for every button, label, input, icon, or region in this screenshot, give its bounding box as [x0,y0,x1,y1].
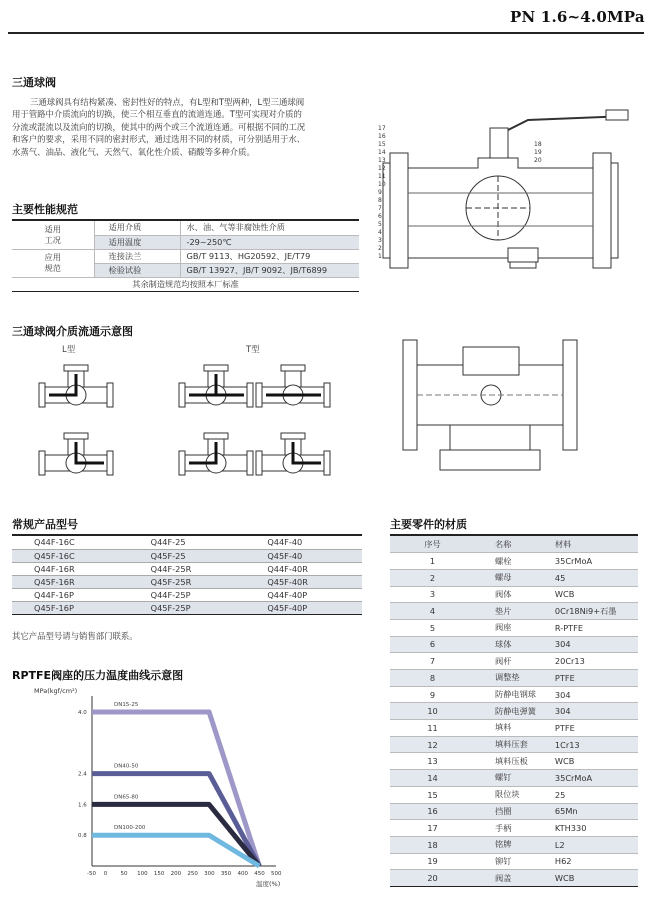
part-material-cell: WCB [553,586,638,603]
performance-footnote: 其余制造规范均按照本厂标准 [12,277,359,291]
t-type-valve [179,365,253,407]
callout-label: 11 [378,173,386,180]
callout-label: 17 [378,125,386,132]
series-label: DN65-80 [114,794,139,801]
l-type-label: L型 [62,345,76,355]
part-number-cell: 12 [390,736,475,753]
part-material-cell: WCB [553,753,638,770]
x-axis-label: 温度(%) [256,880,281,888]
model-cell: Q44F-25 [129,536,246,549]
part-material-cell: H62 [553,853,638,870]
table-row [390,836,638,853]
series-label: DN15-25 [114,702,139,708]
category-cell: 应用 规范 [12,249,94,277]
t-type-valve [179,433,253,475]
callout-label: 8 [378,197,382,204]
l-type-valve [39,365,113,407]
part-number-cell: 4 [390,603,475,620]
model-cell: Q44F-40R [245,562,362,575]
model-cell: Q45F-25 [129,549,246,562]
part-name-cell: 防静电钢球 [475,686,553,703]
category-cell: 适用 工况 [12,221,94,249]
part-material-cell: R-PTFE [553,619,638,636]
part-material-cell: 20Cr13 [553,653,638,670]
model-cell: Q45F-25R [129,575,246,588]
part-material-cell: 1Cr13 [553,736,638,753]
header-rule [8,32,644,34]
table-row [390,736,638,753]
table-row [12,536,362,549]
table-row [390,686,638,703]
valve-section-drawing [378,108,643,278]
callout-label: 16 [378,133,386,140]
callout-label: 18 [534,141,542,148]
part-name-cell: 调整垫 [475,670,553,687]
part-name-cell: 球体 [475,636,553,653]
part-number-cell: 13 [390,753,475,770]
x-tick-label: 500 [271,871,282,877]
part-number-cell: 9 [390,686,475,703]
part-number-cell: 16 [390,803,475,820]
l-type-valve [39,433,113,475]
part-number-cell: 10 [390,703,475,720]
x-tick-label: 50 [120,871,128,877]
callout-label: 12 [378,165,386,172]
part-number-cell: 11 [390,720,475,737]
intro-line: 三通球阀具有结构紧凑、密封性好的特点，有L型和T型两种，L型三通球阀 [30,97,305,107]
part-material-cell: KTH330 [553,820,638,837]
table-header-row [390,536,638,553]
part-number-cell: 5 [390,619,475,636]
intro-line: 水蒸气、油品、液化气、天然气、氧化性介质、硝酸等多种介质。 [12,146,255,157]
part-material-cell: 45 [553,569,638,586]
x-tick-label: 100 [137,871,148,877]
part-material-cell: 35CrMoA [553,770,638,787]
callout-label: 9 [378,189,382,196]
part-name-cell: 螺母 [475,569,553,586]
x-tick-label: 400 [237,871,249,877]
part-name-cell: 阀座 [475,619,553,636]
table-row [12,575,362,588]
part-material-cell: 304 [553,636,638,653]
intro-title: 三通球阀 [12,76,56,89]
y-tick-label: 0.8 [78,833,87,840]
x-tick-label: 350 [220,871,232,877]
part-material-cell: PTFE [553,720,638,737]
part-name-cell: 填料压套 [475,736,553,753]
parts-table [390,536,638,887]
table-row [390,820,638,837]
flow-schematics [34,360,334,495]
x-tick-label: 450 [254,871,265,877]
callout-label: 14 [378,149,386,156]
table-row [12,221,359,235]
part-number-cell: 3 [390,586,475,603]
part-material-cell: 304 [553,686,638,703]
model-cell: Q44F-16R [12,562,129,575]
header-cell: 序号 [390,536,475,553]
callout-label: 20 [534,157,542,164]
performance-title: 主要性能规范 [12,203,78,216]
x-tick-label: 250 [187,871,198,877]
callout-label: 5 [378,221,382,228]
performance-table [12,221,359,292]
table-row [12,249,359,263]
part-name-cell: 垫片 [475,603,553,620]
part-name-cell: 手柄 [475,820,553,837]
part-name-cell: 填料压板 [475,753,553,770]
value-cell: GB/T 9113、HG20592、JE/T79 [180,249,359,263]
x-tick-label: 150 [153,871,165,877]
part-name-cell: 阀杆 [475,653,553,670]
part-material-cell: 65Mn [553,803,638,820]
model-cell: Q44F-25P [129,588,246,601]
table-row [12,601,362,614]
flow-title: 三通球阀介质流通示意图 [12,325,133,338]
table-row [390,753,638,770]
callout-label: 6 [378,213,382,220]
part-material-cell: PTFE [553,670,638,687]
model-cell: Q45F-16C [12,549,129,562]
callout-label: 4 [378,229,382,236]
item-cell: 连接法兰 [94,249,180,263]
model-cell: Q44F-40 [245,536,362,549]
part-number-cell: 17 [390,820,475,837]
table-row [12,549,362,562]
part-name-cell: 阀盖 [475,870,553,887]
part-number-cell: 2 [390,569,475,586]
series-label: DN100-200 [114,825,146,832]
part-material-cell: 0Cr18Ni9+石墨 [553,603,638,620]
model-cell: Q45F-40R [245,575,362,588]
model-cell: Q45F-25P [129,601,246,614]
series-label: DN40-50 [114,763,139,770]
t-type-valve [256,365,330,407]
part-number-cell: 20 [390,870,475,887]
part-number-cell: 6 [390,636,475,653]
header-cell: 名称 [475,536,553,553]
y-tick-label: 2.4 [78,771,87,778]
part-number-cell: 1 [390,553,475,570]
models-table [12,536,362,615]
table-row [390,653,638,670]
part-name-cell: 限位块 [475,786,553,803]
model-cell: Q44F-40P [245,588,362,601]
table-row [390,870,638,887]
table-row [12,277,359,291]
x-tick-label: 0 [103,871,108,877]
y-tick-label: 4.0 [78,710,87,716]
table-row [390,770,638,787]
part-material-cell: 304 [553,703,638,720]
table-row [390,720,638,737]
pressure-rating-title: PN 1.6~4.0MPa [510,8,645,26]
model-cell: Q45F-16R [12,575,129,588]
intro-line: 用于管路中介质流向的切换，使三个相互垂直的流道连通。T型可实现对介质的 [12,109,302,120]
intro-paragraph [12,96,367,158]
table-row [390,703,638,720]
y-tick-label: 1.6 [78,802,87,809]
x-tick-label: 300 [204,871,215,877]
part-name-cell: 螺钉 [475,770,553,787]
callout-label: 13 [378,157,386,164]
callout-label: 3 [378,237,382,244]
model-cell: Q44F-16P [12,588,129,601]
series-line [92,835,259,866]
parts-title: 主要零件的材质 [390,518,467,531]
callout-label: 1 [378,253,382,260]
model-cell: Q45F-16P [12,601,129,614]
item-cell: 适用温度 [94,235,180,249]
callout-label: 15 [378,141,386,148]
item-cell: 适用介质 [94,221,180,235]
pressure-temperature-chart [12,682,302,894]
x-tick-label: -50 [87,871,96,877]
callout-label: 2 [378,245,382,252]
part-number-cell: 18 [390,836,475,853]
part-name-cell: 挡圈 [475,803,553,820]
callout-label: 10 [378,181,386,188]
t-type-label: T型 [246,345,260,355]
model-cell: Q45F-40P [245,601,362,614]
part-number-cell: 8 [390,670,475,687]
header-cell: 材料 [553,536,638,553]
part-name-cell: 填料 [475,720,553,737]
item-cell: 检验试验 [94,263,180,277]
intro-line: 分流或混流以及流向的切换，使其中的两个或三个流道连通。可根据不同的工况 [12,121,306,132]
table-row [390,603,638,620]
part-number-cell: 14 [390,770,475,787]
table-row [390,803,638,820]
intro-line: 和客户的要求，采用不同的密封形式，通过选用不同的材质，可分别适用于水、 [12,134,306,145]
part-name-cell: 铆钉 [475,853,553,870]
part-material-cell: WCB [553,870,638,887]
model-cell: Q44F-16C [12,536,129,549]
table-row [12,588,362,601]
model-cell: Q44F-25R [129,562,246,575]
chart-title: RPTFE阀座的压力温度曲线示意图 [12,669,184,682]
model-cell: Q45F-40 [245,549,362,562]
table-row [12,562,362,575]
table-row [390,553,638,570]
y-axis-label: MPa(kgf/cm²) [34,687,78,695]
series-line [92,712,259,866]
part-name-cell: 螺栓 [475,553,553,570]
part-material-cell: 25 [553,786,638,803]
part-material-cell: L2 [553,836,638,853]
table-row [390,670,638,687]
part-number-cell: 19 [390,853,475,870]
value-cell: 水、油、气等非腐蚀性介质 [180,221,359,235]
table-row [390,786,638,803]
table-row [390,586,638,603]
table-row [390,853,638,870]
value-cell: -29~250℃ [180,235,359,249]
table-row [390,569,638,586]
part-name-cell: 防静电弹簧 [475,703,553,720]
models-note: 其它产品型号请与销售部门联系。 [12,631,138,641]
part-name-cell: 阀体 [475,586,553,603]
callout-label: 7 [378,205,382,212]
t-type-valve [256,433,330,475]
part-number-cell: 15 [390,786,475,803]
part-material-cell: 35CrMoA [553,553,638,570]
part-number-cell: 7 [390,653,475,670]
part-name-cell: 铭牌 [475,836,553,853]
valve-external-drawing [395,335,585,485]
x-tick-label: 200 [170,871,182,877]
value-cell: GB/T 13927、JB/T 9092、JB/T6899 [180,263,359,277]
table-row [390,636,638,653]
callout-label: 19 [534,149,542,156]
models-title: 常规产品型号 [12,518,78,531]
table-row [390,619,638,636]
